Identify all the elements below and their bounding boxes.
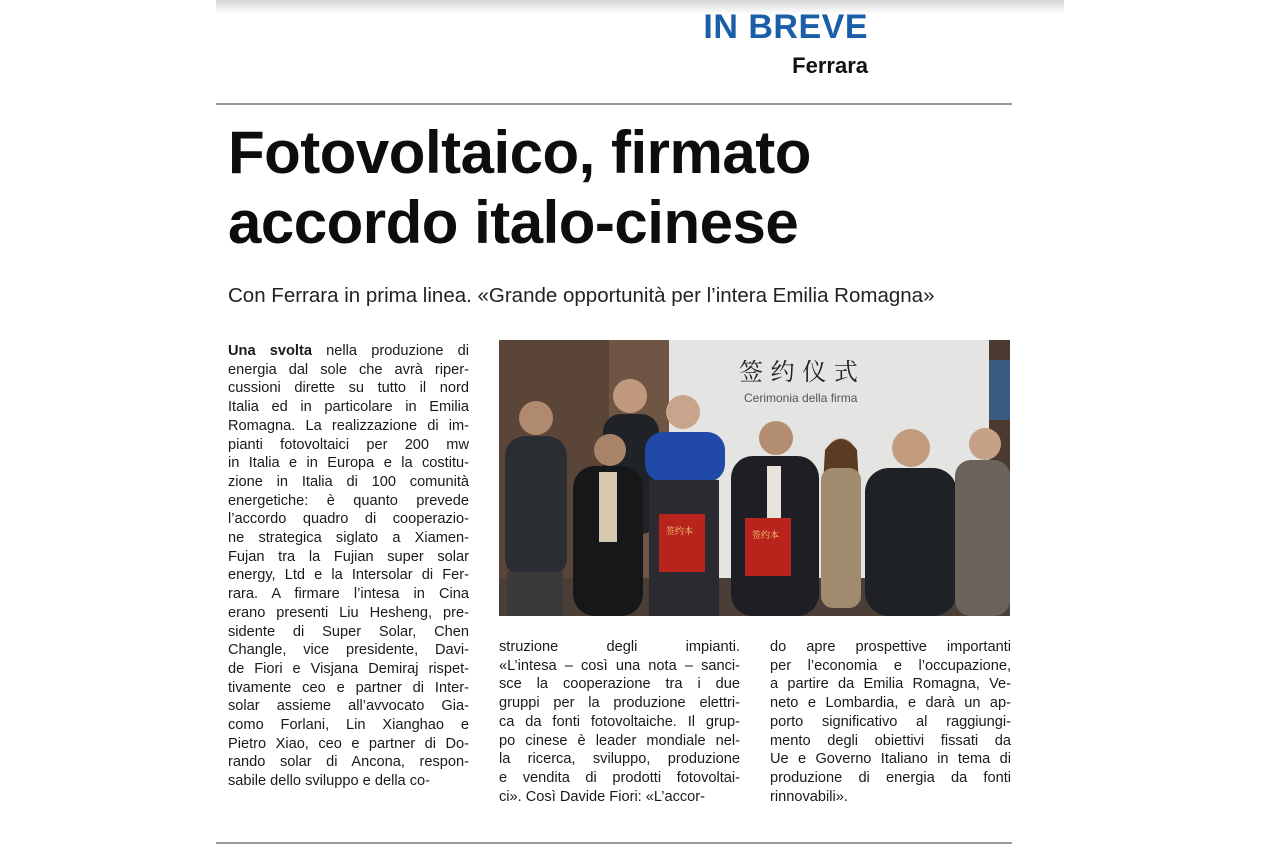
article-photo — [499, 340, 1010, 616]
text-line: per l’economia e l’occupazione, — [770, 657, 1011, 674]
text-line: do apre prospettive importanti — [770, 639, 1011, 655]
text-line: ca da fonti fotovoltaiche. Il grup- — [499, 713, 740, 730]
article-column-1 — [228, 342, 469, 791]
text-line: produzione di energia da fonti — [770, 769, 1011, 786]
footer-divider — [216, 842, 1012, 844]
photo-banner-chinese: 签 约 仪 式 — [739, 358, 858, 386]
text-line: struzione degli impianti. — [499, 639, 740, 655]
article-lead: Una svolta — [228, 343, 312, 359]
text-line: Pietro Xiao, ceo e partner di Do- — [228, 735, 469, 752]
certificate-left-text: 签约本 — [666, 527, 694, 537]
text-line: neto e Lombardia, e darà un ap- — [770, 695, 1011, 712]
text-line: ne strategica siglato a Xiamen- — [228, 530, 469, 547]
text-line: zione in Italia di 100 comunità — [228, 473, 469, 490]
text-line: erano presenti Liu Hesheng, pre- — [228, 604, 469, 621]
text-line: Italia ed in particolare in Emilia — [228, 399, 469, 416]
text-line: sabile dello sviluppo e della co- — [228, 773, 431, 790]
certificate-left — [659, 514, 705, 572]
text-line: gruppi per la produzione elettri- — [499, 695, 740, 712]
article-subheadline: Con Ferrara in prima linea. «Grande opportunità per l’intera Emilia Romagna» — [228, 284, 935, 307]
lead-rest: nella produzione di — [311, 343, 469, 359]
section-city: Ferrara — [792, 53, 868, 78]
headline-line-1: Fotovoltaico, firmato — [228, 119, 811, 186]
text-line: e vendita di prodotti fotovoltai- — [499, 769, 740, 786]
photo-banner-italian: Cerimonia della firma — [744, 391, 858, 405]
text-line: la ricerca, sviluppo, produzione — [499, 751, 740, 768]
text-line: in Italia e in Europa e la costitu- — [228, 455, 469, 472]
text-line: como Forlani, Lin Xianghao e — [228, 717, 469, 734]
text-line: solar assieme all’avvocato Gia- — [228, 698, 469, 715]
text-line: tivamente ceo e partner di Inter- — [228, 679, 469, 696]
text-line: rinnovabili». — [770, 788, 848, 805]
text-line: cussioni dirette su tutto il nord — [228, 380, 469, 397]
section-kicker: IN BREVE — [703, 8, 868, 46]
text-line: energy, Ltd e la Intersolar di Fer- — [228, 567, 469, 584]
text-line: de Fiori e Visjana Demiraj rispet- — [228, 660, 469, 677]
headline-line-2: accordo italo-cinese — [228, 189, 799, 256]
text-line: «L’intesa – così una nota – sanci- — [499, 657, 740, 674]
certificate-right-text: 签约本 — [752, 531, 780, 541]
header-divider — [216, 103, 1012, 105]
text-line — [228, 342, 469, 361]
text-line: sce la cooperazione tra i due — [499, 676, 740, 693]
certificate-right — [745, 518, 791, 576]
text-line: rara. A firmare l’intesa in Cina — [228, 586, 469, 603]
text-line: energia dal sole che avrà riper- — [228, 361, 469, 378]
text-line: po cinese è leader mondiale nel- — [499, 732, 740, 749]
article-headline — [228, 118, 1008, 258]
text-line: pianti fotovoltaici per 200 mw — [228, 436, 469, 453]
text-line: l’accordo quadro di cooperazio- — [228, 511, 469, 528]
text-line: Changle, vice presidente, Davi- — [228, 642, 469, 659]
text-line: Fujan tra la Fujian super solar — [228, 548, 469, 565]
article-column-3 — [770, 638, 1011, 806]
text-line: sidente di Super Solar, Chen — [228, 623, 469, 640]
text-line: Romagna. La realizzazione di im- — [228, 417, 469, 434]
text-line: a partire da Emilia Romagna, Ve- — [770, 676, 1011, 693]
text-line: mento degli obiettivi fissati da — [770, 732, 1011, 749]
text-line: energetiche: è quanto prevede — [228, 492, 469, 509]
article-column-2 — [499, 638, 740, 806]
text-line: Ue e Governo Italiano in tema di — [770, 751, 1011, 768]
text-line: rando solar di Ancona, respon- — [228, 754, 469, 771]
text-line: ci». Così Davide Fiori: «L’accor- — [499, 788, 706, 805]
text-line: porto significativo al raggiungi- — [770, 713, 1011, 730]
